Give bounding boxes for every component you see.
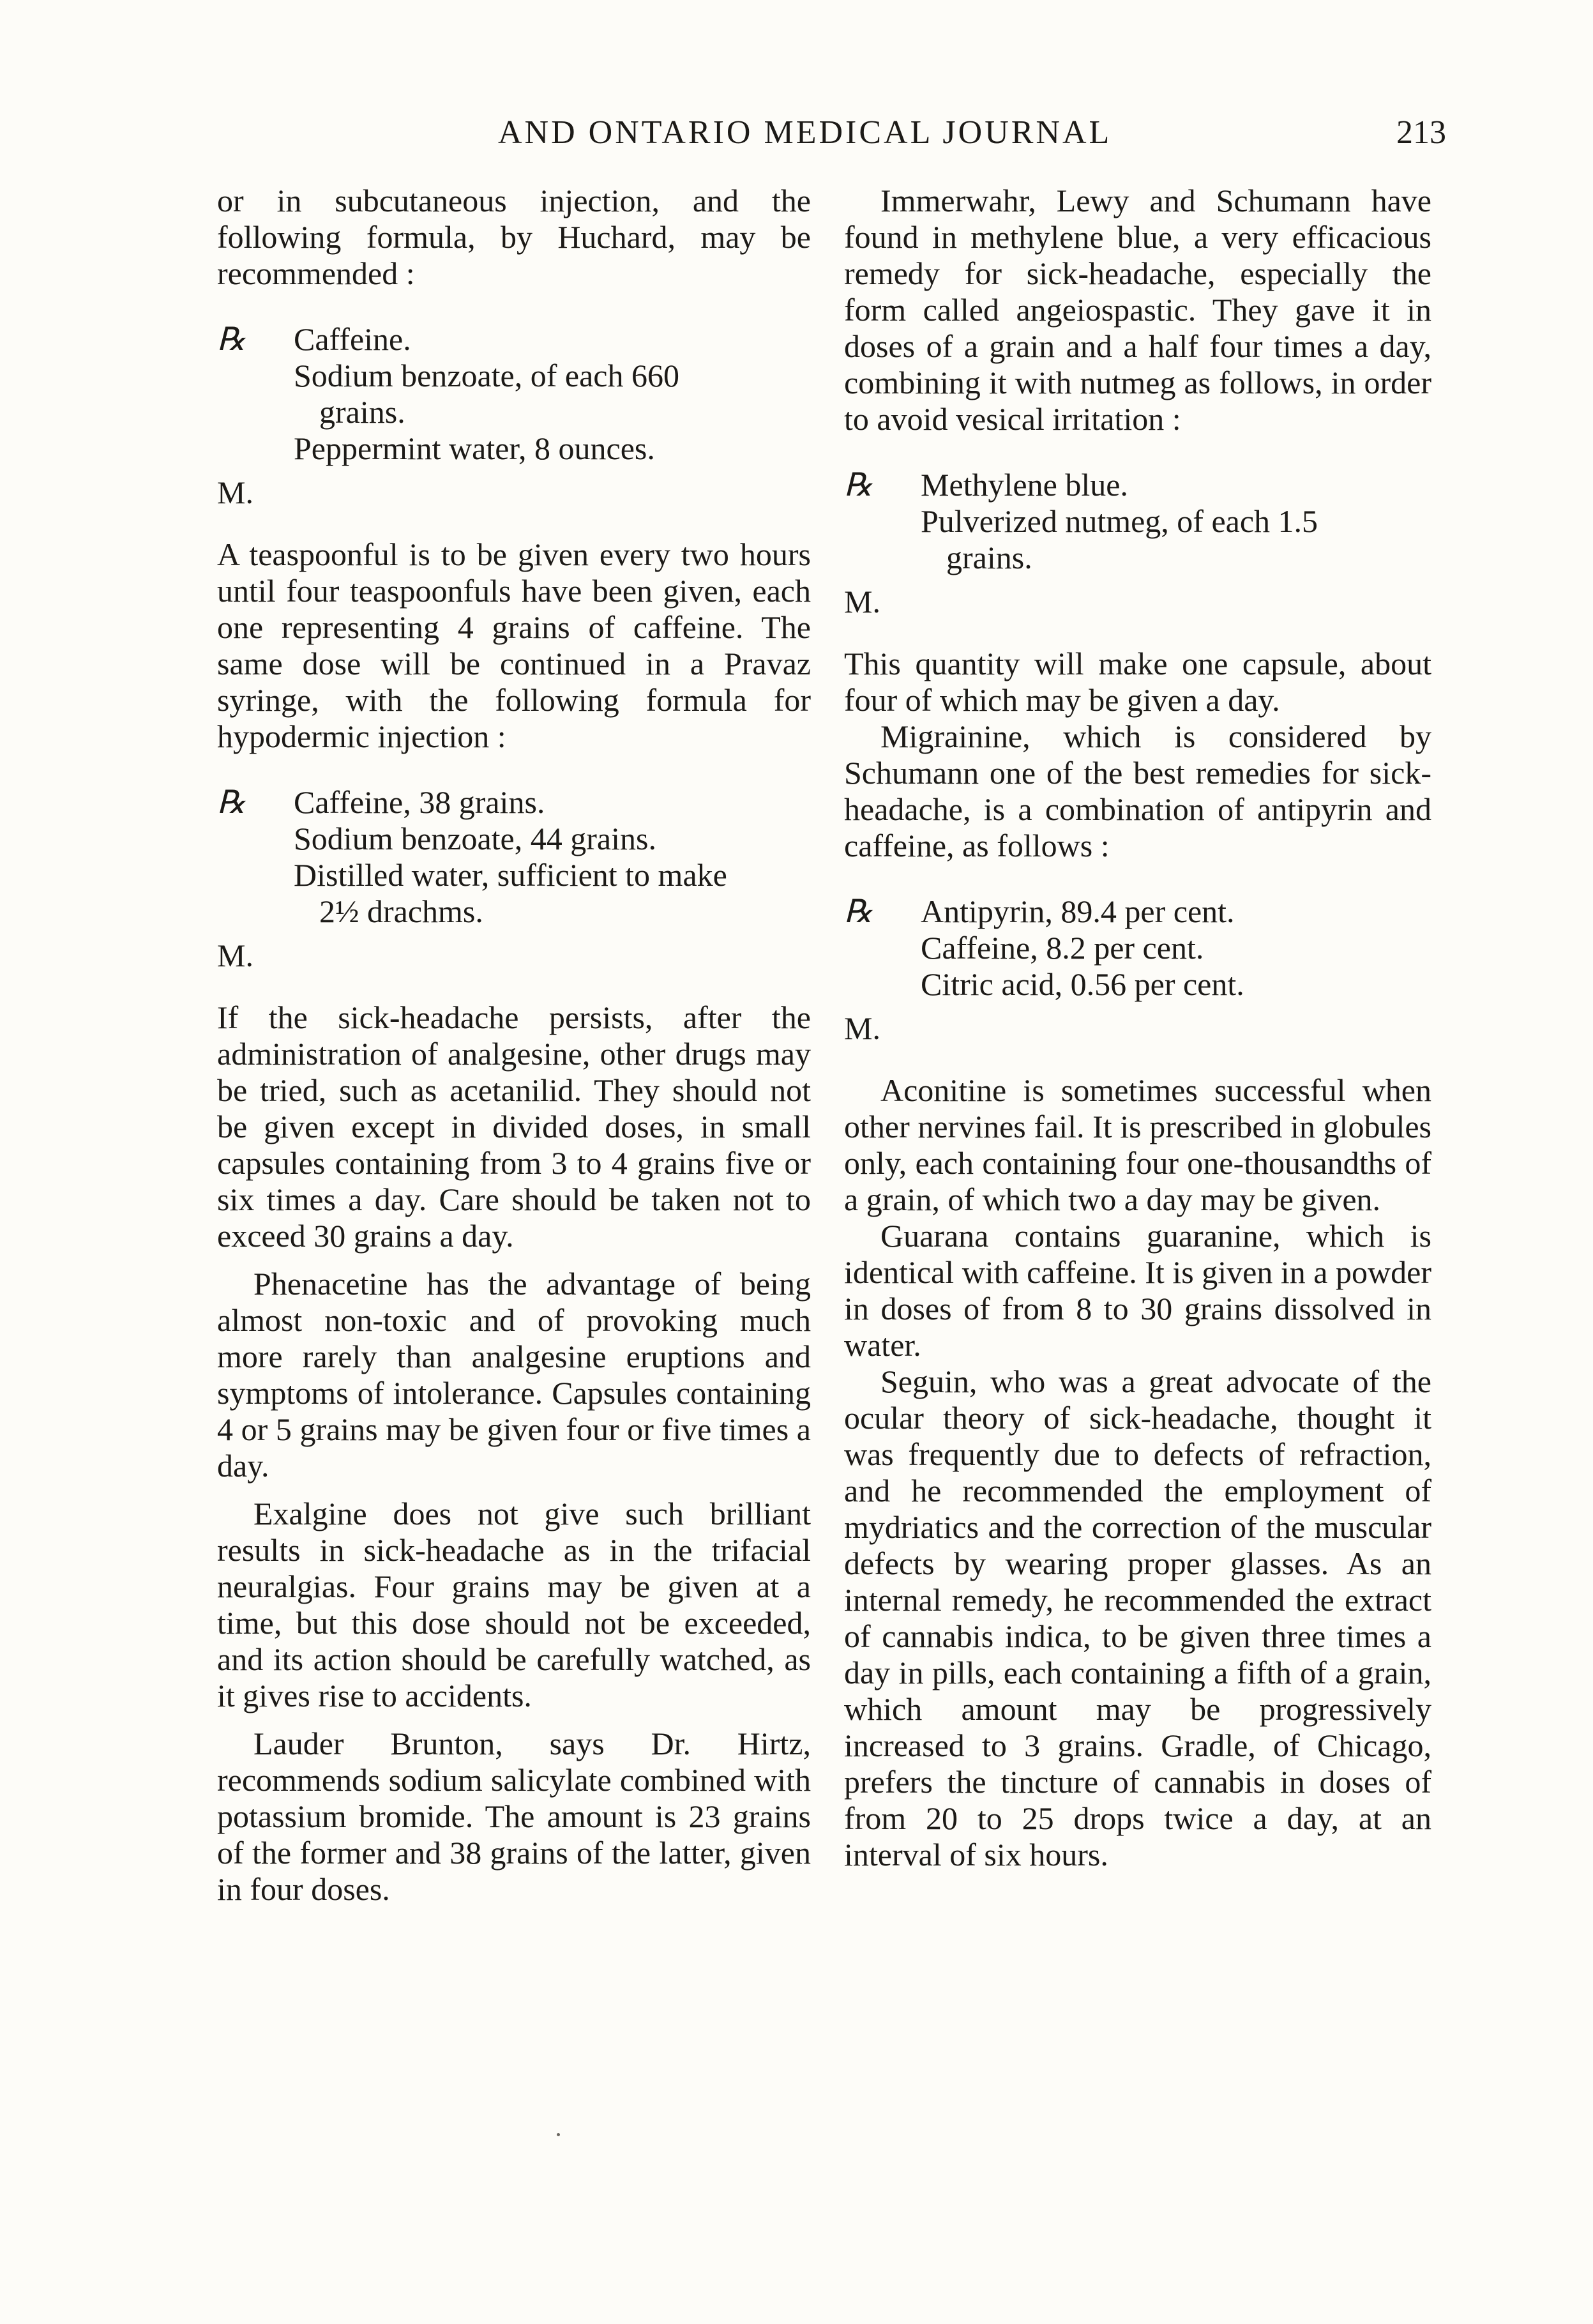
recipe-symbol-icon: ℞ bbox=[217, 784, 246, 820]
paragraph: Seguin, who was a great advocate of the ocular theory of sick-headache, thought it was frequently due to defects of refraction, and he recommended the employment of mydriatics and the correction of the muscular defects by wearing proper glasses. As an internal remedy, he recommended the extract of cannabis indica, to be given three times a day in pills, each containing a fifth of a grain, which amount may be progressively increased to 3 grains. Gradle, of Chicago, prefers the tincture of cannabis in doses of from 20 to 25 drops twice a day, at an interval of six hours. bbox=[844, 1363, 1431, 1872]
rx-ingredient: Caffeine, 8.2 per cent. bbox=[921, 930, 1204, 966]
misce-mark: M. bbox=[217, 938, 253, 973]
paragraph: Immerwahr, Lewy and Schumann have found in methylene blue, a very efficacious remedy for sick-headache, especially the form called angeiospastic. They gave it in doses of a grain and a half four times a day, combining it with nutmeg as follows, in order to avoid vesical irritation : bbox=[844, 183, 1431, 437]
rx-ingredient: Citric acid, 0.56 per cent. bbox=[921, 966, 1244, 1002]
rx-ingredient: Methylene blue. bbox=[921, 467, 1128, 503]
paragraph: Guarana contains guaranine, which is identical with caffeine. It is given in a powder in doses of from 8 to 30 grains dissolved in water. bbox=[844, 1218, 1431, 1363]
rx-ingredient: grains. bbox=[319, 394, 405, 430]
rx-ingredient: Caffeine. bbox=[294, 321, 411, 357]
rx-ingredient: Peppermint water, 8 ounces. bbox=[294, 430, 655, 466]
recipe-symbol-icon: ℞ bbox=[217, 321, 246, 357]
paragraph: Exalgine does not give such brilliant results in sick-headache as in the trifacial neuralgias. Four grains may be given at a time, but this dose should not be exceeded, and its action should be carefully watched, as it gives rise to accidents. bbox=[217, 1496, 811, 1713]
recipe-symbol-icon: ℞ bbox=[844, 893, 873, 929]
paragraph: This quantity will make one capsule, about four of which may be given a day. bbox=[844, 646, 1431, 718]
rx-ingredient: Sodium benzoate, 44 grains. bbox=[294, 821, 656, 856]
rx-ingredient: Antipyrin, 89.4 per cent. bbox=[921, 893, 1235, 929]
prescription-migrainine bbox=[844, 893, 1431, 1003]
paragraph: Aconitine is sometimes successful when other nervines fail. It is prescribed in globules only, each containing four one-thousandths of a grain, of which two a day may be given. bbox=[844, 1072, 1431, 1217]
right-column bbox=[844, 183, 1431, 1873]
paragraph: Migrainine, which is considered by Schumann one of the best remedies for sick-headache, is a combination of antipyrin and caffeine, as follows : bbox=[844, 718, 1431, 863]
rx-ingredient: Pulverized nutmeg, of each 1.5 bbox=[921, 503, 1318, 539]
prescription-hypodermic bbox=[217, 784, 811, 930]
running-title: AND ONTARIO MEDICAL JOURNAL bbox=[498, 114, 1112, 151]
misce-mark: M. bbox=[217, 475, 253, 510]
prescription-methylene-blue bbox=[844, 467, 1431, 576]
misce-mark: M. bbox=[844, 584, 880, 619]
recipe-symbol-icon: ℞ bbox=[844, 467, 873, 503]
page-number: 213 bbox=[1396, 114, 1446, 151]
prescription-huchard bbox=[217, 321, 811, 467]
rx-ingredient: Distilled water, sufficient to make bbox=[294, 857, 727, 893]
paragraph: A teaspoonful is to be given every two hours until four teaspoonfuls have been given, each one representing 4 grains of caffeine. The same dose will be continued in a Pravaz syringe, with the following formula for hypodermic injection : bbox=[217, 536, 811, 754]
paragraph: or in subcutaneous injection, and the following formula, by Huchard, may be recommended : bbox=[217, 183, 811, 291]
paragraph: Lauder Brunton, says Dr. Hirtz, recommends sodium salicylate combined with potassium bromide. The amount is 23 grains of the former and 38 grains of the latter, given in four doses. bbox=[217, 1726, 811, 1907]
print-speck bbox=[557, 2133, 560, 2136]
paragraph: Phenacetine has the advantage of being almost non-toxic and of provoking much more rarely than analgesine eruptions and symptoms of intolerance. Capsules containing 4 or 5 grains may be given four or five times a day. bbox=[217, 1266, 811, 1484]
misce-mark: M. bbox=[844, 1010, 880, 1046]
left-column bbox=[217, 183, 811, 1908]
rx-ingredient: grains. bbox=[946, 540, 1032, 575]
rx-ingredient: Caffeine, 38 grains. bbox=[294, 784, 545, 820]
rx-ingredient: Sodium benzoate, of each 660 bbox=[294, 358, 679, 393]
rx-ingredient: 2½ drachms. bbox=[319, 893, 483, 929]
page-header bbox=[217, 114, 1446, 158]
paragraph: If the sick-headache persists, after the administration of analgesine, other drugs may be tried, such as acetanilid. They should not be given except in divided doses, in small capsules containing from 3 to 4 grains five or six times a day. Care should be taken not to exceed 30 grains a day. bbox=[217, 999, 811, 1254]
